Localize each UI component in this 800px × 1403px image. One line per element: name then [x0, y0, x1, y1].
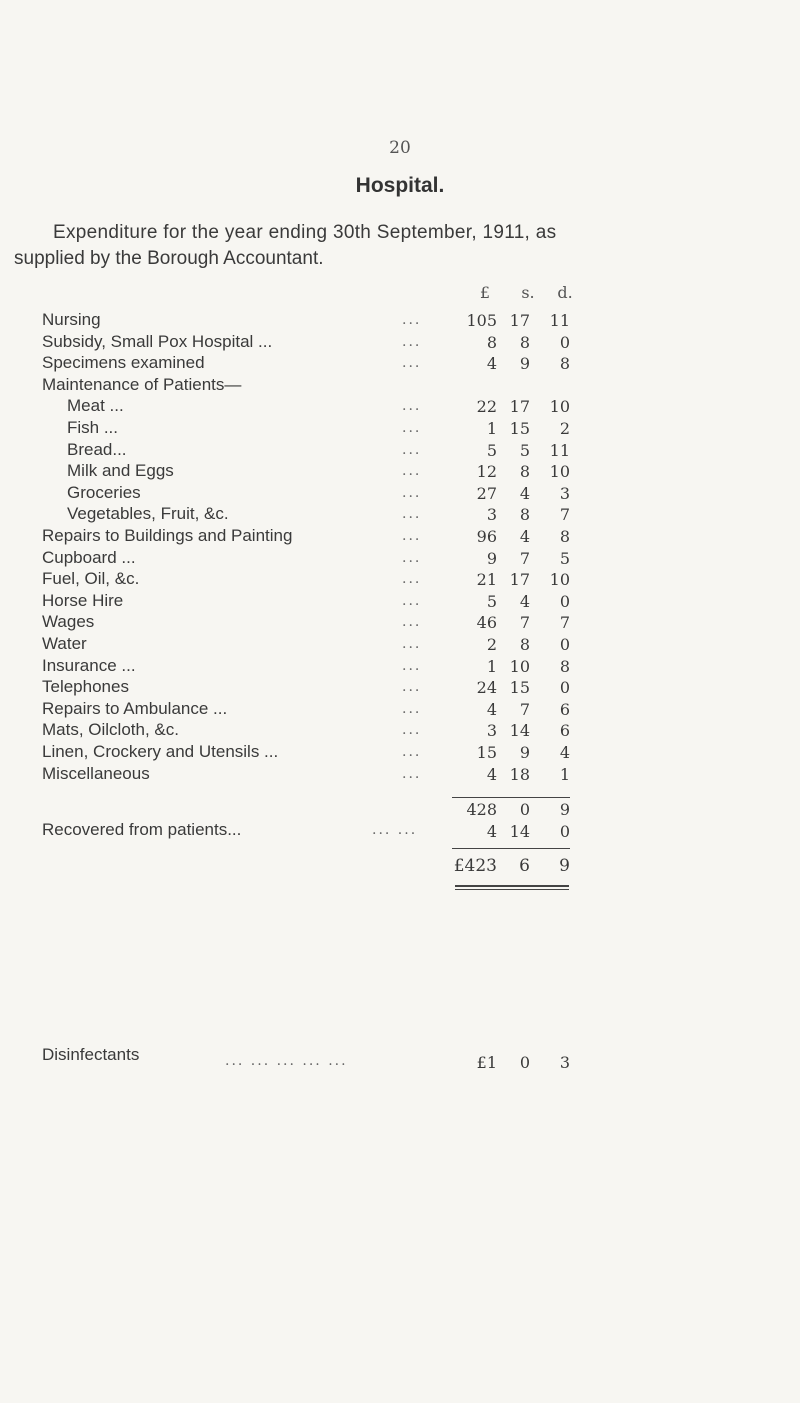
item-shillings: 4 — [519, 527, 530, 546]
item-label: Repairs to Ambulance ... — [42, 699, 228, 718]
recovered-label: Recovered from patients... — [42, 820, 242, 839]
item-shillings: 18 — [509, 765, 530, 784]
item-pounds: 4 — [486, 354, 497, 373]
item-shillings: 9 — [519, 354, 530, 373]
page-number: 20 — [389, 138, 411, 158]
leader-dots: ... — [402, 679, 422, 695]
item-label: Telephones — [42, 677, 129, 696]
leader-dots: ... ... ... ... ... — [225, 1053, 348, 1069]
item-label: Subsidy, Small Pox Hospital ... — [42, 332, 273, 351]
item-pounds: 2 — [486, 635, 497, 654]
item-pence: 1 — [559, 765, 570, 784]
item-label: Milk and Eggs — [67, 461, 174, 480]
item-label: Wages — [42, 612, 95, 631]
item-pounds: 5 — [486, 441, 497, 460]
item-pence: 6 — [559, 721, 570, 740]
leader-dots: ... — [402, 550, 422, 566]
leader-dots: ... — [402, 528, 422, 544]
item-pounds: 12 — [476, 462, 497, 481]
leader-dots: ... — [402, 420, 422, 436]
net-total-rule — [452, 848, 570, 849]
leader-dots: ... — [402, 571, 422, 587]
disinfectants-shillings: 0 — [519, 1053, 530, 1072]
item-label: Horse Hire — [42, 591, 124, 610]
item-shillings: 4 — [519, 484, 530, 503]
recovered-pence: 0 — [559, 822, 570, 841]
item-shillings: 15 — [509, 678, 530, 697]
item-shillings: 17 — [509, 311, 530, 330]
intro-line-2: supplied by the Borough Accountant. — [14, 248, 324, 269]
item-pounds: 3 — [486, 505, 497, 524]
item-pence: 10 — [549, 397, 570, 416]
item-shillings: 5 — [519, 441, 530, 460]
item-pounds: 3 — [486, 721, 497, 740]
item-label: Water — [42, 634, 87, 653]
leader-dots: ... — [402, 506, 422, 522]
item-shillings: 10 — [509, 657, 530, 676]
double-rule-bottom — [455, 889, 569, 890]
item-shillings: 8 — [519, 333, 530, 352]
item-label: Miscellaneous — [42, 764, 150, 783]
leader-dots: ... — [402, 442, 422, 458]
item-pounds: 4 — [486, 700, 497, 719]
leader-dots: ... — [402, 658, 422, 674]
item-label: Insurance ... — [42, 656, 136, 675]
item-pounds: 21 — [476, 570, 497, 589]
item-pence: 0 — [559, 635, 570, 654]
leader-dots: ... — [402, 593, 422, 609]
item-label: Nursing — [42, 310, 101, 329]
item-shillings: 7 — [519, 700, 530, 719]
item-pence: 7 — [559, 613, 570, 632]
item-pounds: 9 — [486, 549, 497, 568]
leader-dots: ... — [402, 766, 422, 782]
item-pounds: 4 — [486, 765, 497, 784]
leader-dots: ... — [402, 701, 422, 717]
item-label: Specimens examined — [42, 353, 205, 372]
recovered-shillings: 14 — [509, 822, 530, 841]
item-pence: 0 — [559, 678, 570, 697]
item-pounds: 8 — [486, 333, 497, 352]
recovered-pounds: 4 — [486, 822, 497, 841]
shillings-column-header: s. — [521, 283, 535, 302]
item-pounds: 1 — [486, 657, 497, 676]
disinfectants-label: Disinfectants — [42, 1045, 140, 1064]
leader-dots: ... — [402, 485, 422, 501]
item-shillings: 4 — [519, 592, 530, 611]
item-pence: 5 — [559, 549, 570, 568]
item-label: Linen, Crockery and Utensils ... — [42, 742, 279, 761]
item-pence: 11 — [549, 311, 570, 330]
item-pence: 8 — [559, 354, 570, 373]
item-pence: 11 — [549, 441, 570, 460]
leader-dots: ... — [402, 334, 422, 350]
item-label: Cupboard ... — [42, 548, 136, 567]
subtotal-rule — [452, 797, 570, 798]
leader-dots: ... — [402, 355, 422, 371]
item-pounds: 15 — [476, 743, 497, 762]
item-label: Bread... — [67, 440, 127, 459]
double-rule-top — [455, 885, 569, 887]
item-shillings: 9 — [519, 743, 530, 762]
item-label: Repairs to Buildings and Painting — [42, 526, 293, 545]
leader-dots: ... — [402, 744, 422, 760]
item-pence: 4 — [559, 743, 570, 762]
leader-dots: ... — [402, 636, 422, 652]
leader-dots: ... — [402, 398, 422, 414]
item-shillings: 7 — [519, 613, 530, 632]
item-shillings: 7 — [519, 549, 530, 568]
item-pence: 7 — [559, 505, 570, 524]
item-shillings: 15 — [509, 419, 530, 438]
item-label: Fuel, Oil, &c. — [42, 569, 140, 588]
item-shillings: 14 — [509, 721, 530, 740]
item-pence: 10 — [549, 462, 570, 481]
item-shillings: 17 — [509, 397, 530, 416]
item-shillings: 8 — [519, 462, 530, 481]
item-pence: 10 — [549, 570, 570, 589]
item-pounds: 5 — [486, 592, 497, 611]
item-label: Vegetables, Fruit, &c. — [67, 504, 229, 523]
item-shillings: 17 — [509, 570, 530, 589]
leader-dots: ... — [402, 312, 422, 328]
item-pounds: 27 — [476, 484, 497, 503]
item-pounds: 24 — [476, 678, 497, 697]
net-total-pounds: £423 — [453, 856, 497, 876]
item-label: Maintenance of Patients— — [42, 375, 242, 394]
leader-dots: ... — [402, 722, 422, 738]
leader-dots: ... — [402, 614, 422, 630]
item-pence: 3 — [559, 484, 570, 503]
subtotal-pence: 9 — [559, 800, 570, 819]
leader-dots: ... ... — [372, 822, 418, 838]
pence-column-header: d. — [557, 283, 573, 302]
item-pence: 0 — [559, 333, 570, 352]
item-label: Mats, Oilcloth, &c. — [42, 720, 179, 739]
pounds-column-header: £ — [479, 283, 491, 302]
item-pence: 0 — [559, 592, 570, 611]
item-pounds: 105 — [466, 311, 497, 330]
item-pounds: 22 — [476, 397, 497, 416]
disinfectants-pence: 3 — [559, 1053, 570, 1072]
item-shillings: 8 — [519, 505, 530, 524]
subtotal-pounds: 428 — [466, 800, 497, 819]
item-pence: 8 — [559, 527, 570, 546]
item-pence: 8 — [559, 657, 570, 676]
page-title: Hospital. — [355, 174, 445, 197]
intro-line-1: Expenditure for the year ending 30th September, 1911, as — [53, 222, 557, 243]
item-pence: 6 — [559, 700, 570, 719]
item-label: Meat ... — [67, 396, 124, 415]
leader-dots: ... — [402, 463, 422, 479]
item-label: Fish ... — [67, 418, 119, 437]
net-total-pence: 9 — [559, 856, 570, 876]
item-pounds: 1 — [486, 419, 497, 438]
item-pounds: 96 — [476, 527, 497, 546]
item-pence: 2 — [559, 419, 570, 438]
item-label: Groceries — [67, 483, 141, 502]
net-total-shillings: 6 — [519, 856, 530, 876]
subtotal-shillings: 0 — [519, 800, 530, 819]
disinfectants-pounds: £1 — [476, 1053, 497, 1072]
item-shillings: 8 — [519, 635, 530, 654]
item-pounds: 46 — [476, 613, 497, 632]
